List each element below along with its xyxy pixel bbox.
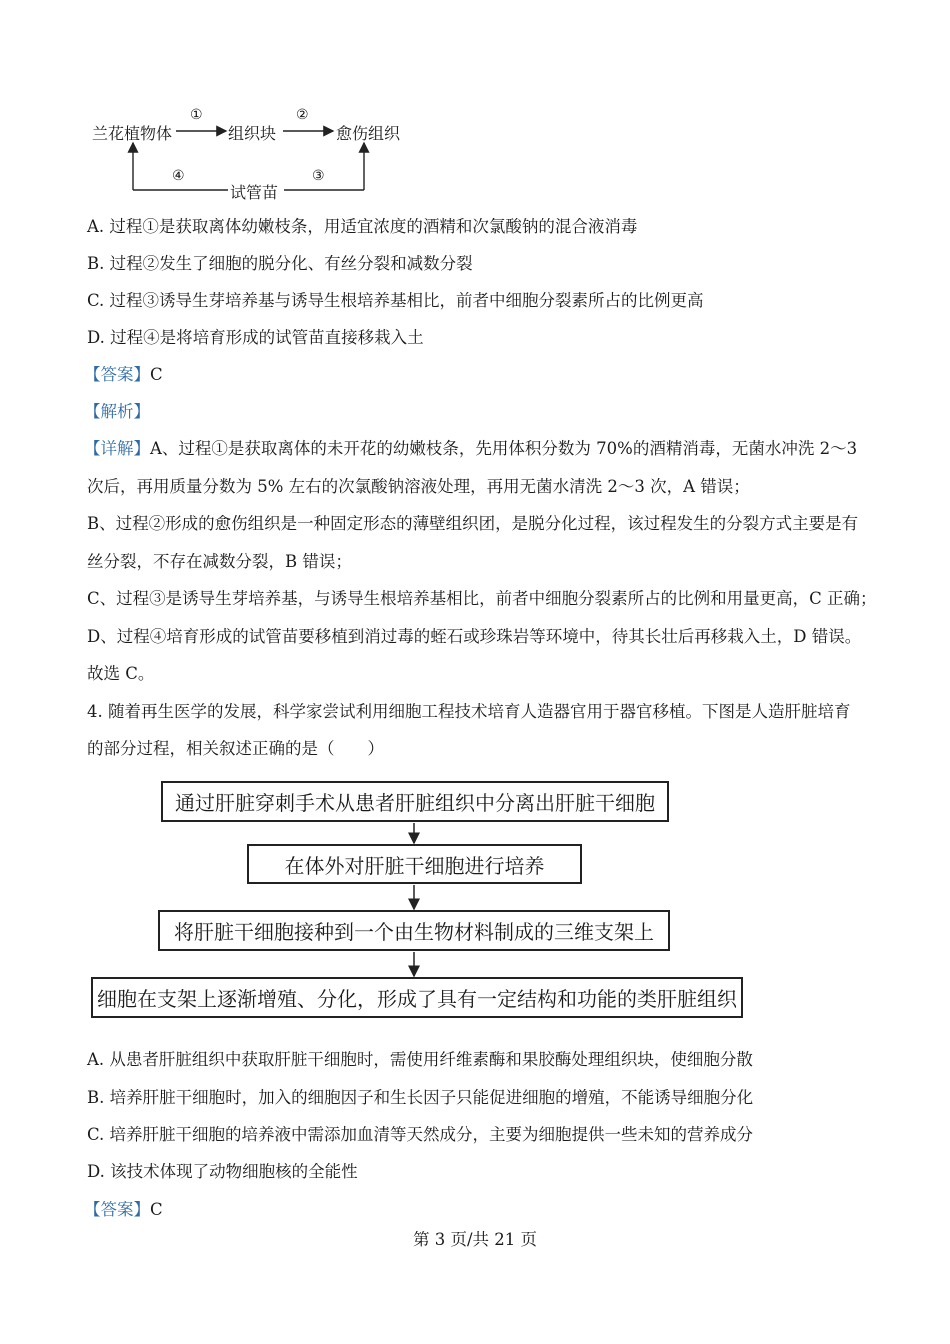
q3-detail-line-5: C、过程③是诱导生芽培养基，与诱导生根培养基相比，前者中细胞分裂素所占的比例和用量更高，C 正确； (87, 589, 877, 608)
q3-answer (84, 364, 163, 386)
q4-option-c: C. 培养肝脏干细胞的培养液中需添加血清等天然成分，主要为细胞提供一些未知的营养成分 (87, 1125, 754, 1144)
q3-answer-label: 【答案】 (84, 365, 150, 384)
flow-step-2: 在体外对肝脏干细胞进行培养 (247, 844, 582, 884)
flow-step-1: 通过肝脏穿刺手术从患者肝脏组织中分离出肝脏干细胞 (161, 781, 669, 822)
q3-detail-label: 【详解】 (84, 439, 150, 458)
node-plantlet: 试管苗 (230, 183, 279, 202)
q4-stem-line-2: 的部分过程，相关叙述正确的是（ ） (87, 739, 384, 758)
q4-option-d: D. 该技术体现了动物细胞核的全能性 (87, 1162, 358, 1181)
q4-option-a: A. 从患者肝脏组织中获取肝脏干细胞时，需使用纤维素酶和果胶酶处理组织块，使细胞分散 (87, 1050, 753, 1069)
q3-option-c: C. 过程③诱导生芽培养基与诱导生根培养基相比，前者中细胞分裂素所占的比例更高 (87, 291, 704, 310)
q3-detail-line-2: 次后，再用质量分数为 5% 左右的次氯酸钠溶液处理，再用无菌水清洗 2～3 次，A 错误； (87, 477, 750, 496)
node-tissue: 组织块 (228, 124, 277, 143)
q3-analysis-label: 【解析】 (84, 402, 150, 421)
q3-detail-line-3: B、过程②形成的愈伤组织是一种固定形态的薄壁组织团，是脱分化过程，该过程发生的分裂方式主要是有 (87, 514, 859, 533)
page-footer: 第 3 页/共 21 页 (412, 1230, 538, 1249)
label-step2: ② (296, 107, 309, 123)
q3-analysis (84, 401, 150, 423)
q4-stem-line-1: 4. 随着再生医学的发展，科学家尝试利用细胞工程技术培育人造器官用于器官移植。下图是人造肝脏培育 (87, 702, 851, 721)
tissue-culture-diagram (88, 105, 418, 200)
q4-answer-label: 【答案】 (84, 1200, 150, 1219)
flow-step-4: 细胞在支架上逐渐增殖、分化，形成了具有一定结构和功能的类肝脏组织 (91, 977, 743, 1018)
q3-option-b: B. 过程②发生了细胞的脱分化、有丝分裂和减数分裂 (87, 254, 473, 273)
q4-answer-value: C (150, 1200, 163, 1219)
node-callus: 愈伤组织 (336, 124, 401, 143)
q3-answer-value: C (150, 365, 163, 384)
q3-option-a: A. 过程①是获取离体幼嫩枝条，用适宜浓度的酒精和次氯酸钠的混合液消毒 (87, 217, 638, 236)
q4-option-b: B. 培养肝脏干细胞时，加入的细胞因子和生长因子只能促进细胞的增殖，不能诱导细胞分化 (87, 1088, 754, 1107)
q3-detail-line-1 (84, 438, 857, 460)
q3-option-d: D. 过程④是将培育形成的试管苗直接移栽入土 (87, 328, 424, 347)
q3-detail-line-4: 丝分裂，不存在减数分裂，B 错误； (87, 552, 352, 571)
label-step3: ③ (312, 168, 325, 184)
q4-answer (84, 1199, 163, 1221)
flow-step-3: 将肝脏干细胞接种到一个由生物材料制成的三维支架上 (158, 910, 670, 951)
label-step4: ④ (172, 168, 185, 184)
node-plant: 兰花植物体 (92, 124, 173, 143)
q3-detail-text-1: A、过程①是获取离体的未开花的幼嫩枝条，先用体积分数为 70%的酒精消毒，无菌水冲洗 2～3 (150, 439, 858, 458)
label-step1: ① (190, 107, 203, 123)
q3-detail-line-7: 故选 C。 (87, 664, 155, 683)
q3-detail-line-6: D、过程④培育形成的试管苗要移植到消过毒的蛭石或珍珠岩等环境中，待其长壮后再移栽入土，D 错误。 (87, 627, 862, 646)
